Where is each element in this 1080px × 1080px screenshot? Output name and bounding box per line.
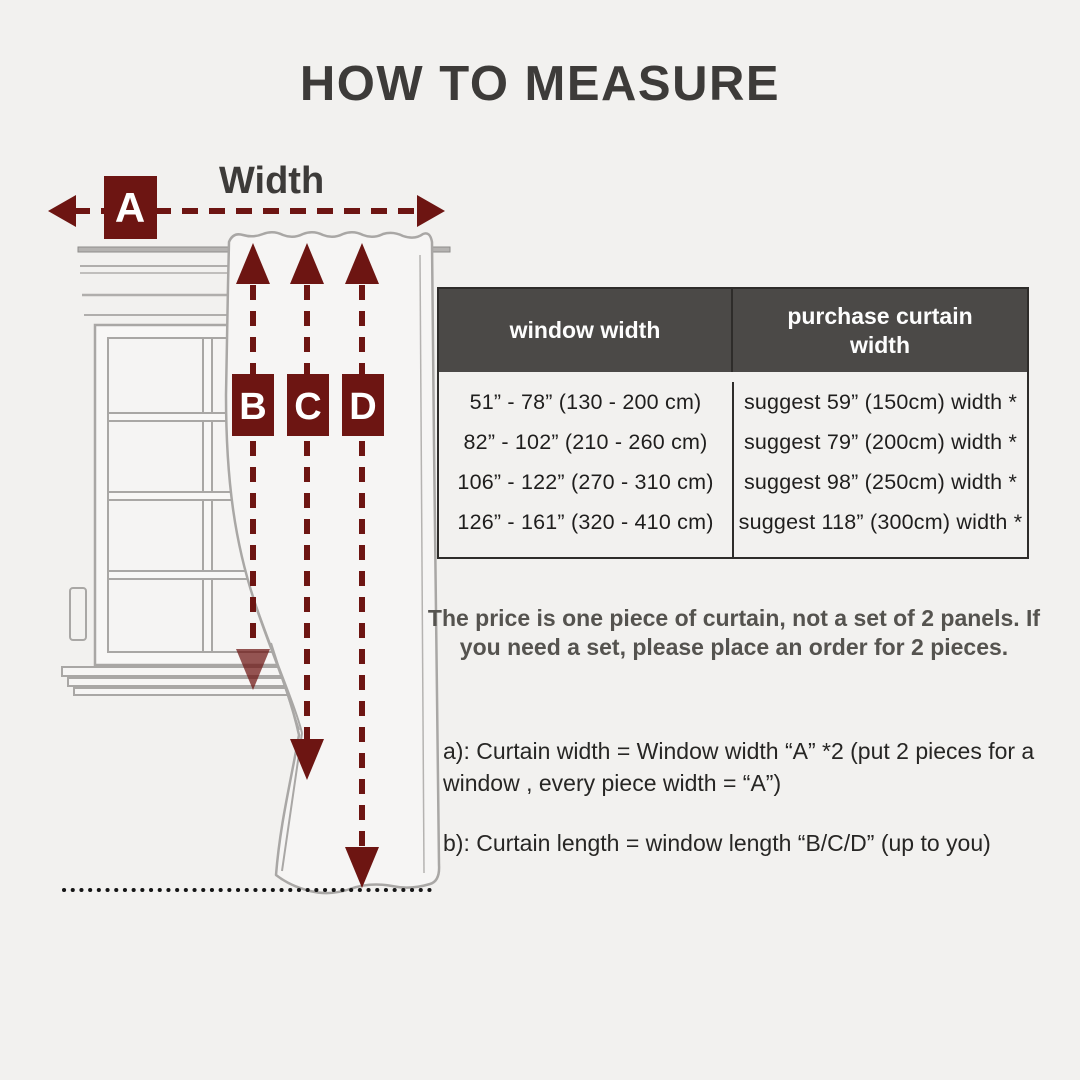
curtain-sketch: [226, 232, 439, 893]
note-curtain-length: b): Curtain length = window length “B/C/D” (up to you): [443, 830, 991, 856]
marker-d-label: D: [349, 386, 377, 428]
cell-window-width: 51” - 78” (130 - 200 cm): [469, 389, 702, 414]
note-curtain-width: a): Curtain width = Window width “A” *2 (put 2 pieces for a window , every piece width = “A”): [443, 738, 1035, 796]
size-table-body: [439, 372, 1027, 557]
column-window-width: [439, 382, 734, 557]
cell-purchase-width: suggest 118” (300cm) width *: [738, 509, 1023, 534]
cell-purchase-width: suggest 79” (200cm) width *: [743, 429, 1018, 454]
arrowhead-right: [417, 195, 445, 227]
width-caption: Width: [219, 160, 325, 202]
size-table-header: [439, 289, 1027, 372]
marker-b-label: B: [239, 386, 267, 428]
size-table: [437, 287, 1029, 559]
header-purchase-width: purchase curtain width: [787, 302, 973, 358]
window-handle: [70, 588, 86, 640]
arrowhead-left: [48, 195, 76, 227]
column-purchase-width: [734, 382, 1027, 557]
marker-a-label: A: [114, 184, 146, 231]
cell-window-width: 82” - 102” (210 - 260 cm): [463, 429, 708, 454]
cell-window-width: 126” - 161” (320 - 410 cm): [457, 509, 714, 534]
header-window-width: window width: [439, 289, 733, 372]
cell-window-width: 106” - 122” (270 - 310 cm): [457, 469, 714, 494]
measure-diagram: [40, 145, 460, 915]
price-note: The price is one piece of curtain, not a set of 2 panels. If you need a set, please place an order for 2 pieces.: [427, 605, 1041, 661]
marker-c-label: C: [294, 386, 322, 428]
page-title: HOW TO MEASURE: [299, 57, 781, 111]
cell-purchase-width: suggest 98” (250cm) width *: [743, 469, 1018, 494]
cell-purchase-width: suggest 59” (150cm) width *: [743, 389, 1018, 414]
